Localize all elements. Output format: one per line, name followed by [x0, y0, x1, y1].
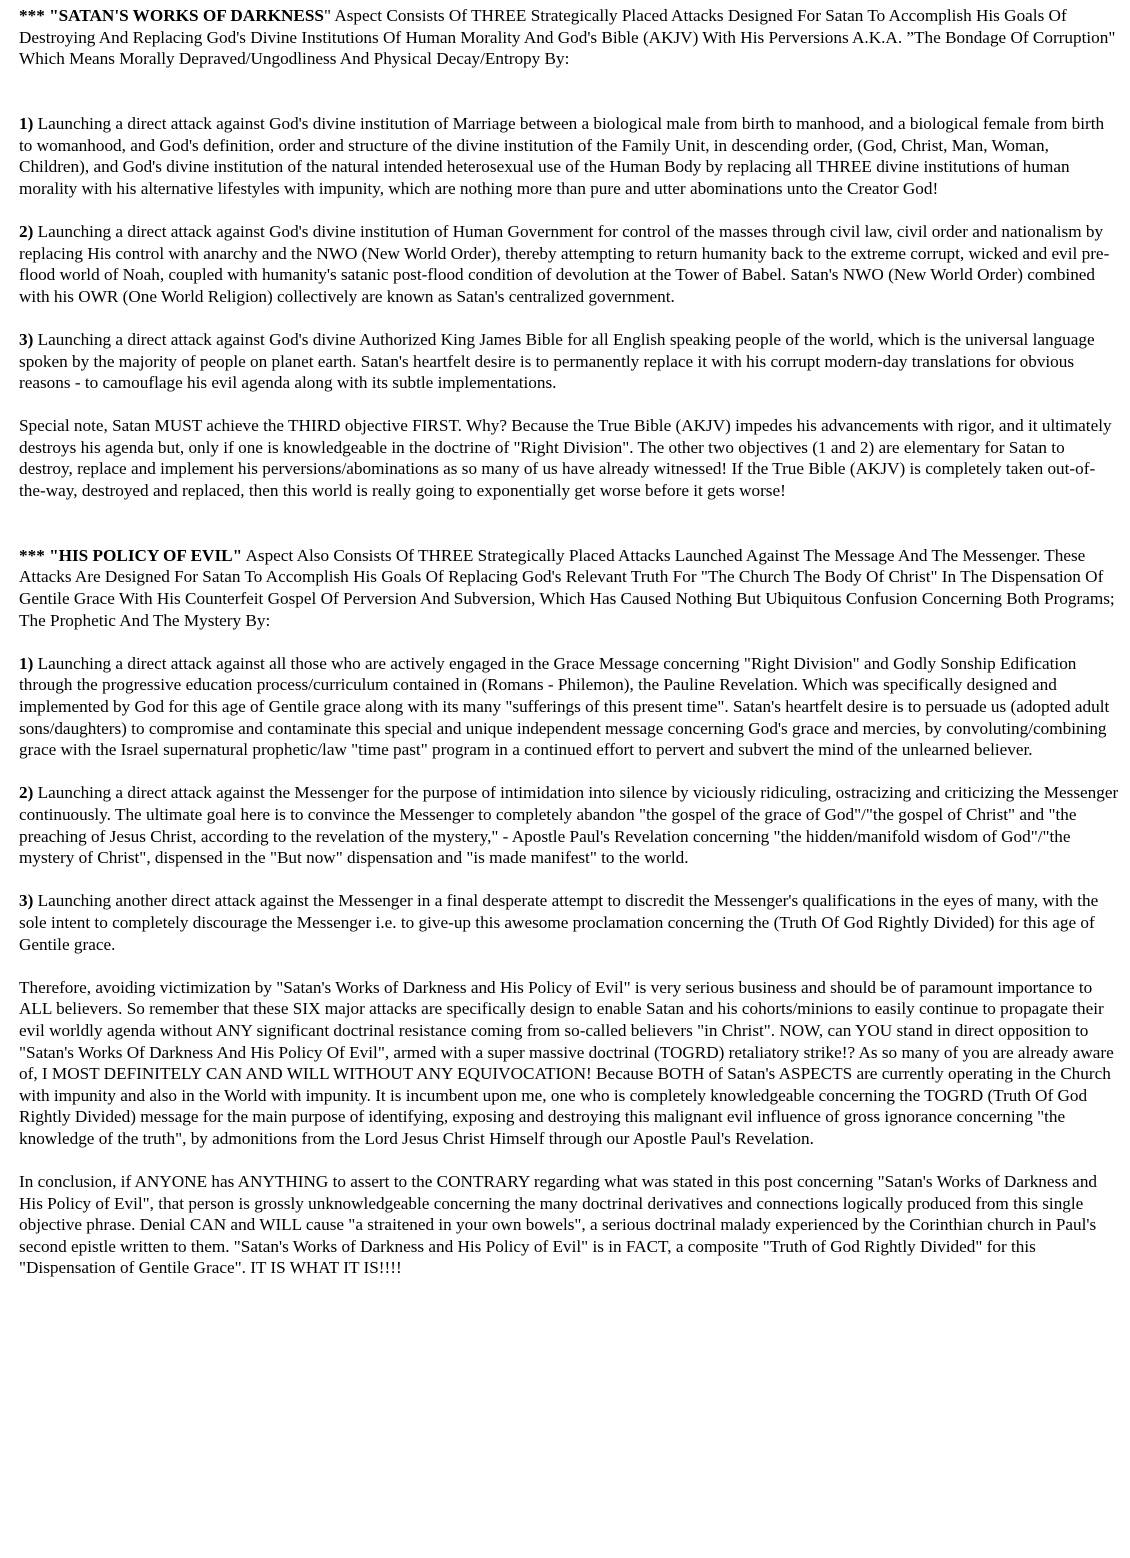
section1-intro-text: " Aspect Consists Of THREE Strategically Placed Attacks Designed For Satan To Accomplish His Goals Of Destroying And Replacing God's Divine Institutions Of Human Morality And God's Bible (AKJV) With His Perversions A.K.A. ”The Bondage Of Corruption" Which Means Morally Depraved/Ungodliness And Physical Decay/Entropy By: — [19, 6, 1116, 69]
section2-point-2 — [19, 782, 1119, 868]
section1-heading: *** "SATAN'S WORKS OF DARKNESS — [19, 6, 324, 25]
spacer — [19, 761, 1119, 783]
point-text: Launching a direct attack against God's divine Authorized King James Bible for all English speaking people of the world, which is the universal language spoken by the majority of people on planet earth. Satan's heartfelt desire is to permanently replace it with his corrupt modern-day translations for obvious reasons - to camouflage his evil agenda along with its subtle implementations. — [19, 329, 1095, 393]
point-number: 1) — [19, 113, 34, 133]
section2-heading: *** "HIS POLICY OF EVIL" — [19, 545, 243, 565]
spacer — [19, 502, 1119, 545]
point-text: Launching another direct attack against the Messenger in a final desperate attempt to discredit the Messenger's qualifications in the eyes of many, with the sole intent to completely discourage the Messenger i.e. to give-up this awesome proclamation concerning the (Truth Of God Rightly Divided) for this age of Gentile grace. — [19, 891, 1099, 954]
point-number: 2) — [19, 221, 34, 241]
spacer — [19, 307, 1119, 329]
point-number: 3) — [19, 891, 34, 911]
spacer — [19, 394, 1119, 416]
spacer — [19, 631, 1119, 653]
section1-point-1 — [19, 113, 1119, 199]
section1-point-3 — [19, 329, 1119, 394]
section2-intro — [19, 545, 1119, 631]
section2-point-3 — [19, 890, 1119, 955]
point-number: 1) — [19, 653, 34, 673]
point-number: 2) — [19, 783, 34, 803]
point-number: 3) — [19, 329, 34, 349]
point-text: Launching a direct attack against all those who are actively engaged in the Grace Message concerning "Right Division" and Godly Sonship Edification through the progressive education process/curriculum contained in (Romans - Philemon), the Pauline Revelation. Which was specifically designed and implemented by God for this age of Gentile grace along with its many "sufferings of this present time". Satan's heartfelt desire is to persuade us (adopted adult sons/daughters) to compromise and contaminate this special and unique independent message concerning God's grace and mercies, by convoluting/combining grace with the Israel supernatural prophetic/law "time past" program in a continued effort to pervert and subvert the mind of the unlearned believer. — [19, 653, 1110, 760]
therefore-paragraph: Therefore, avoiding victimization by "Satan's Works of Darkness and His Policy of Evil" is very serious business and should be of paramount importance to ALL believers. So remember that these SIX major attacks are specifically design to enable Satan and his cohorts/minions to easily continue to propagate their evil worldly agenda without ANY significant doctrinal resistance coming from so-called believers "in Christ". NOW, can YOU stand in direct opposition to "Satan's Works Of Darkness And His Policy Of Evil", armed with a super massive doctrinal (TOGRD) retaliatory strike!? As so many of you are already aware of, I MOST DEFINITELY CAN AND WILL WITHOUT ANY EQUIVOCATION! Because BOTH of Satan's ASPECTS are currently operating in the Church with impunity and also in the World with impunity. It is incumbent upon me, one who is completely knowledgeable concerning the TOGRD (Truth Of God Rightly Divided) message for the main purpose of identifying, exposing and destroying this malignant evil influence of gross ignorance concerning "the knowledge of the truth", by admonitions from the Lord Jesus Christ Himself through our Apostle Paul's Revelation. — [19, 977, 1114, 1148]
spacer — [19, 1149, 1119, 1171]
conclusion-paragraph: In conclusion, if ANYONE has ANYTHING to assert to the CONTRARY regarding what was stated in this post concerning "Satan's Works of Darkness and His Policy of Evil", that person is grossly unknowledgeable concerning the many doctrinal derivatives and connections logically produced from this single objective phrase. Denial CAN and WILL cause "a straitened in your own bowels", a serious doctrinal malady experienced by the Corinthian church in Paul's second epistle written to them. "Satan's Works of Darkness and His Policy of Evil" is in FACT, a composite "Truth of God Rightly Divided" for this "Dispensation of Gentile Grace". IT IS WHAT IT IS!!!! — [19, 1172, 1097, 1278]
section1-intro — [19, 5, 1119, 70]
spacer — [19, 70, 1119, 113]
point-text: Launching a direct attack against God's divine institution of Marriage between a biological male from birth to manhood, and a biological female from birth to womanhood, and God's definition, order and structure of the divine institution of the Family Unit, in descending order, (God, Christ, Man, Woman, Children), and God's divine institution of the natural intended heterosexual use of the Human Body by replacing all THREE divine institutions of human morality with his alternative lifestyles with impunity, which are nothing more than pure and utter abominations unto the Creator God! — [19, 113, 1105, 198]
spacer — [19, 955, 1119, 977]
document-body — [19, 5, 1119, 1279]
special-note: Special note, Satan MUST achieve the THIRD objective FIRST. Why? Because the True Bible (AKJV) impedes his advancements with rigor, and it ultimately destroys his agenda but, only if one is knowledgeable in the doctrine of "Right Division". The other two objectives (1 and 2) are elementary for Satan to destroy, replace and implement his perversions/abominations as so many of us have already witnessed! If the True Bible (AKJV) is completely taken out-of-the-way, destroyed and replaced, then this world is really going to exponentially get worse before it gets worse! — [19, 416, 1112, 501]
section1-point-2 — [19, 221, 1119, 307]
section2-point-1 — [19, 653, 1119, 761]
section2-intro-text: Aspect Also Consists Of THREE Strategically Placed Attacks Launched Against The Message And The Messenger. These Attacks Are Designed For Satan To Accomplish His Goals Of Replacing God's Relevant Truth For "The Church The Body Of Christ" In The Dispensation Of Gentile Grace With His Counterfeit Gospel Of Perversion And Subversion, Which Has Caused Nothing But Ubiquitous Confusion Concerning Both Programs; The Prophetic And The Mystery By: — [19, 545, 1115, 630]
spacer — [19, 869, 1119, 891]
point-text: Launching a direct attack against God's divine institution of Human Government for control of the masses through civil law, civil order and nationalism by replacing His control with anarchy and the NWO (New World Order), thereby attempting to return humanity back to the extreme corrupt, wicked and evil pre-flood world of Noah, coupled with humanity's satanic post-flood condition of devolution at the Tower of Babel. Satan's NWO (New World Order) combined with his OWR (One World Religion) collectively are known as Satan's centralized government. — [19, 221, 1110, 306]
spacer — [19, 199, 1119, 221]
point-text: Launching a direct attack against the Messenger for the purpose of intimidation into silence by viciously ridiculing, ostracizing and criticizing the Messenger continuously. The ultimate goal here is to convince the Messenger to completely abandon "the gospel of the grace of God"/"the gospel of Christ" and "the preaching of Jesus Christ, according to the revelation of the mystery," - Apostle Paul's Revelation concerning "the hidden/manifold wisdom of God"/"the mystery of Christ", dispensed in the "But now" dispensation and "is made manifest" to the world. — [19, 783, 1119, 868]
